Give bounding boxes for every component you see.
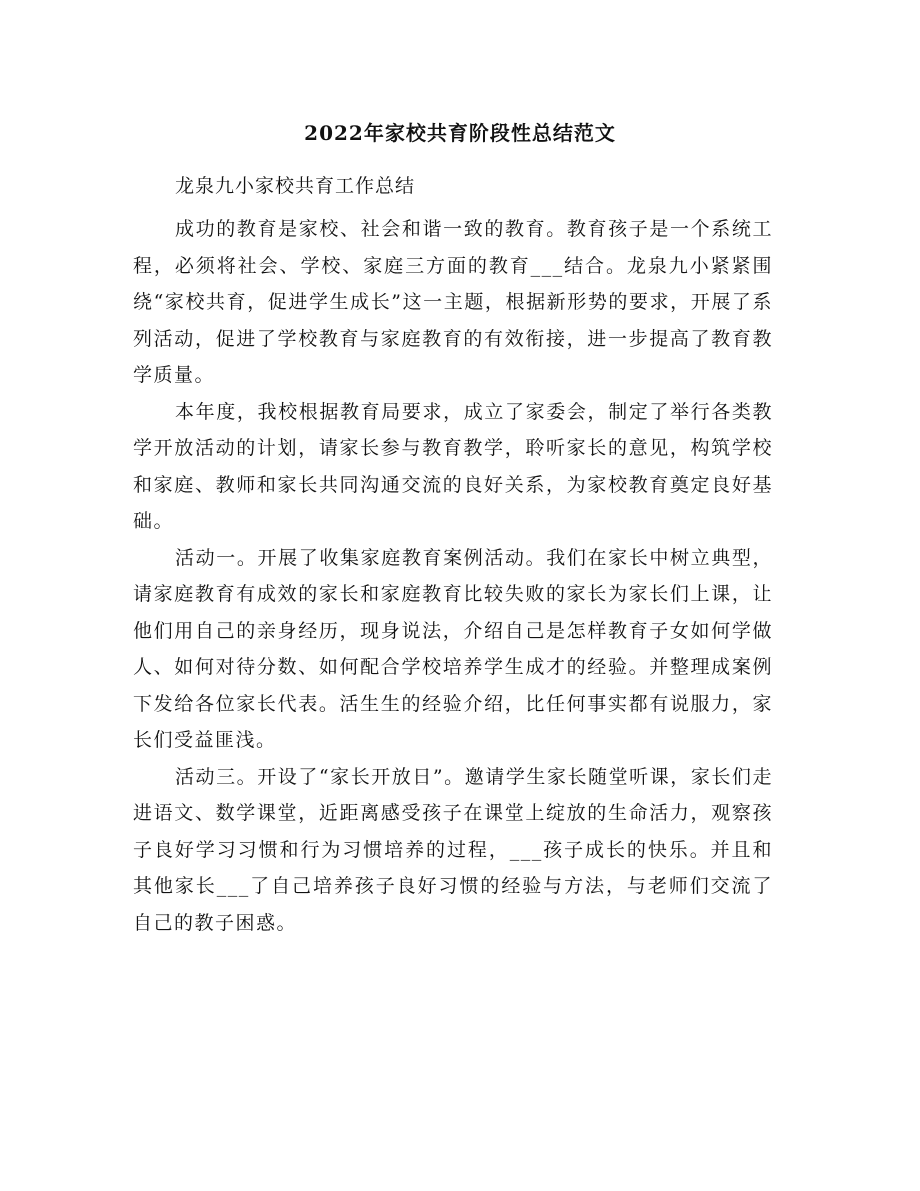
- document-title: 2022年家校共育阶段性总结范文: [304, 121, 616, 145]
- paragraph-activity-one: 活动一。开展了收集家庭教育案例活动。我们在家长中树立典型，请家庭教育有成效的家长和家庭教育比较失败的家长为家长们上课，让他们用自己的亲身经历，现身说法，介绍自己是怎样教育子女如何学做人、如何对待分数、如何配合学校培养学生成才的经验。并整理成案例下发给各位家长代表。活生生的经验介绍，比任何事实都有说服力，家长们受益匪浅。: [133, 546, 773, 751]
- document-subtitle: 龙泉九小家校共育工作总结: [175, 175, 416, 197]
- paragraph-activity-three: 活动三。开设了“家长开放日”。邀请学生家长随堂听课，家长们走进语文、数学课堂，近距离感受孩子在课堂上绽放的生命活力，观察孩子良好学习习惯和行为习惯培养的过程，___孩子成长的快乐。并且和其他家长___了自己培养孩子良好习惯的经验与方法，与老师们交流了自己的教子困惑。: [133, 765, 773, 934]
- paragraph-annual-plan: 本年度，我校根据教育局要求，成立了家委会，制定了举行各类教学开放活动的计划，请家长参与教育教学，聆听家长的意见，构筑学校和家庭、教师和家长共同沟通交流的良好关系，为家校教育奠定良好基础。: [133, 400, 773, 532]
- document-body: [133, 211, 773, 941]
- paragraph-intro: 成功的教育是家校、社会和谐一致的教育。教育孩子是一个系统工程，必须将社会、学校、家庭三方面的教育___结合。龙泉九小紧紧围绕“家校共育，促进学生成长”这一主题，根据新形势的要求，开展了系列活动，促进了学校教育与家庭教育的有效衔接，进一步提高了教育教学质量。: [133, 218, 773, 386]
